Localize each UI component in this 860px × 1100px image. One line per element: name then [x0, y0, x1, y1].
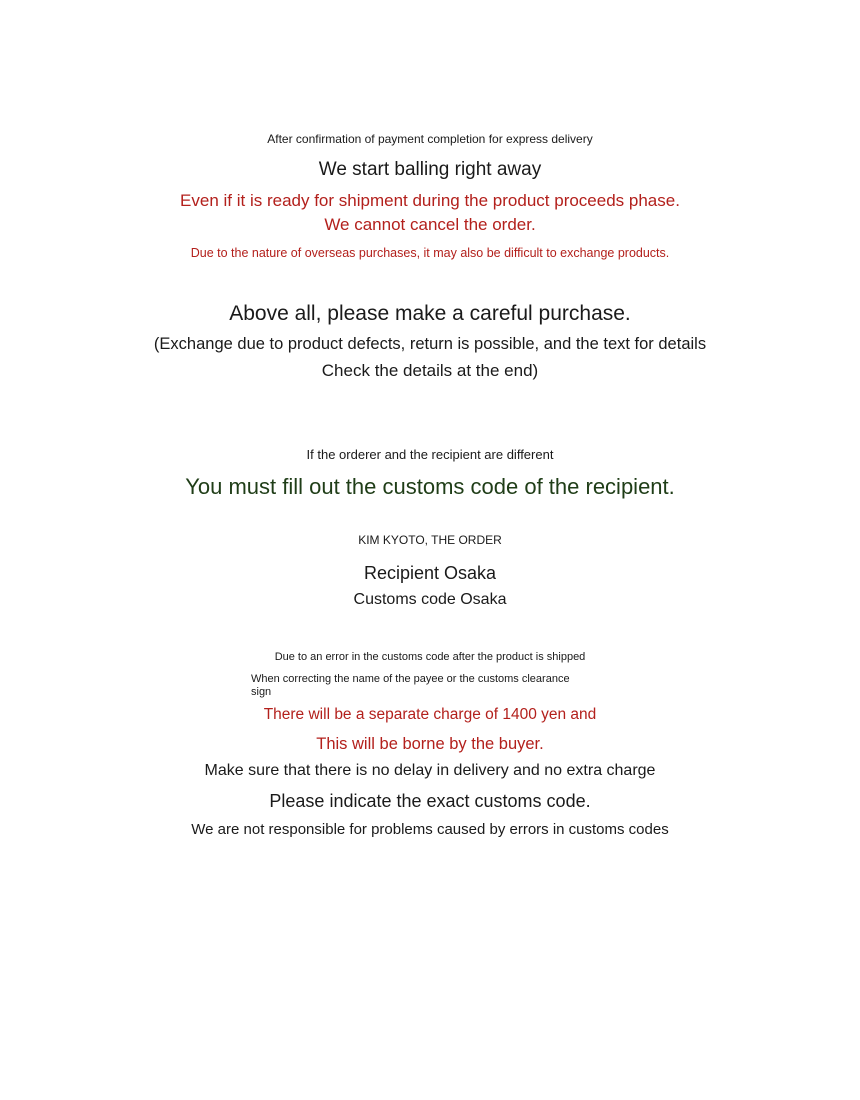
separate-charge-text: There will be a separate charge of 1400 yen and — [263, 706, 597, 723]
careful-purchase-heading: Above all, please make a careful purchase. — [229, 302, 631, 325]
payment-confirmation-text: After confirmation of payment completion for express delivery — [267, 132, 593, 146]
example-recipient-text: Recipient Osaka — [363, 563, 497, 583]
customs-intro-text: If the orderer and the recipient are different — [306, 447, 554, 462]
correction-text: When correcting the name of the payee or the customs clearance sign — [251, 673, 570, 699]
customs-error-text: Due to an error in the customs code after the product is shipped — [274, 651, 586, 663]
exchange-difficulty-text: Due to the nature of overseas purchases, it may also be difficult to exchange products. — [190, 246, 670, 260]
example-orderer-text: KIM KYOTO, THE ORDER — [358, 533, 502, 547]
buyer-borne-text: This will be borne by the buyer. — [316, 735, 544, 753]
exchange-note-line-1: (Exchange due to product defects, return is possible, and the text for details — [153, 335, 707, 353]
exchange-note-line-2: Check the details at the end) — [321, 361, 539, 380]
cancel-warning-line-1: Even if it is ready for shipment during the product proceeds phase. — [180, 191, 680, 210]
cancel-warning-line-2: We cannot cancel the order. — [324, 215, 536, 234]
example-customs-code-text: Customs code Osaka — [353, 591, 507, 608]
balling-start-text: We start balling right away — [318, 159, 542, 180]
responsibility-disclaimer-text: We are not responsible for problems caused by errors in customs codes — [191, 821, 669, 838]
customs-required-heading: You must fill out the customs code of the recipient. — [185, 474, 675, 499]
no-delay-text: Make sure that there is no delay in delivery and no extra charge — [204, 762, 656, 779]
exact-customs-code-text: Please indicate the exact customs code. — [269, 791, 591, 811]
